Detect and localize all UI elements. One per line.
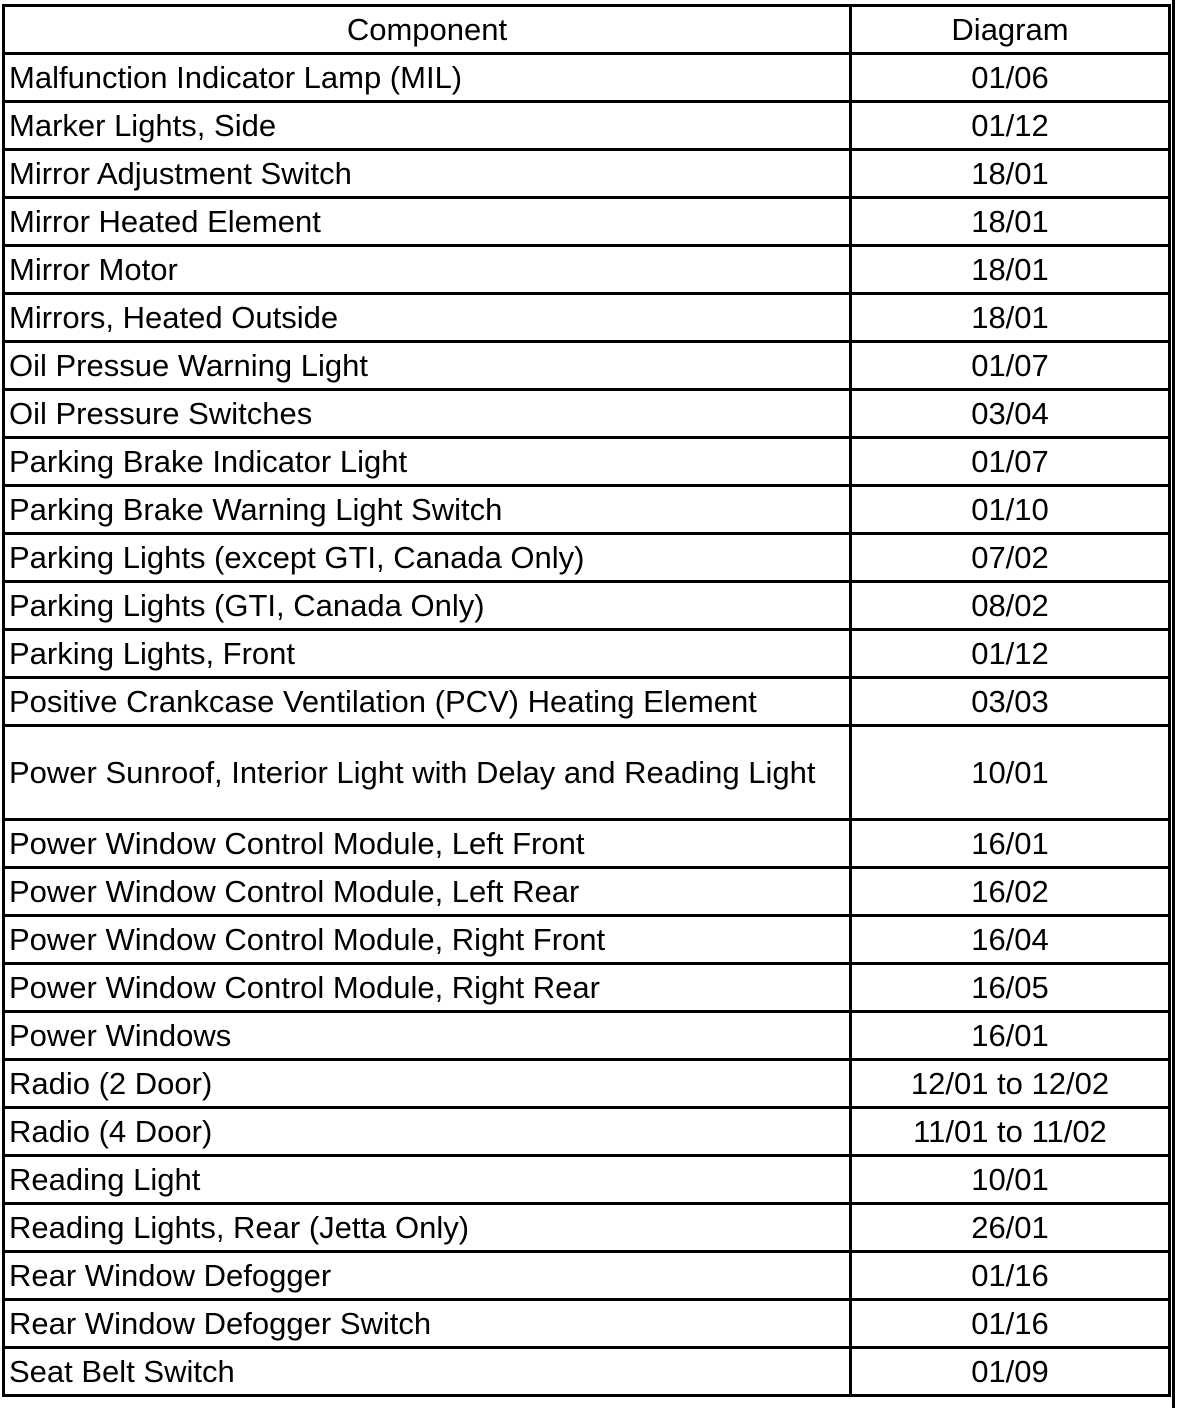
diagram-cell: 18/01 — [851, 198, 1170, 246]
component-diagram-table — [2, 4, 1171, 1397]
diagram-cell: 18/01 — [851, 150, 1170, 198]
table-row — [4, 390, 1170, 438]
diagram-cell: 03/04 — [851, 390, 1170, 438]
diagram-cell: 07/02 — [851, 534, 1170, 582]
diagram-cell: 01/12 — [851, 630, 1170, 678]
component-cell: Parking Lights, Front — [4, 630, 851, 678]
right-border-line — [1172, 0, 1175, 1408]
diagram-cell: 16/01 — [851, 1012, 1170, 1060]
component-cell: Power Window Control Module, Right Front — [4, 916, 851, 964]
table-row — [4, 1252, 1170, 1300]
diagram-cell: 10/01 — [851, 726, 1170, 820]
table-row — [4, 726, 1170, 820]
table-row — [4, 102, 1170, 150]
diagram-cell: 16/01 — [851, 820, 1170, 868]
table-row — [4, 438, 1170, 486]
component-cell: Radio (2 Door) — [4, 1060, 851, 1108]
table-row — [4, 342, 1170, 390]
table-row — [4, 246, 1170, 294]
table-row — [4, 534, 1170, 582]
component-cell: Parking Lights (GTI, Canada Only) — [4, 582, 851, 630]
header-component: Component — [4, 6, 851, 54]
component-cell: Mirror Motor — [4, 246, 851, 294]
table-row — [4, 582, 1170, 630]
component-cell: Parking Lights (except GTI, Canada Only) — [4, 534, 851, 582]
diagram-cell: 10/01 — [851, 1156, 1170, 1204]
diagram-cell: 01/06 — [851, 54, 1170, 102]
table-row — [4, 1060, 1170, 1108]
component-cell: Parking Brake Indicator Light — [4, 438, 851, 486]
diagram-cell: 03/03 — [851, 678, 1170, 726]
table-row — [4, 150, 1170, 198]
table-row — [4, 1204, 1170, 1252]
table-row — [4, 630, 1170, 678]
diagram-cell: 01/07 — [851, 342, 1170, 390]
diagram-cell: 12/01 to 12/02 — [851, 1060, 1170, 1108]
header-row — [4, 6, 1170, 54]
table-row — [4, 964, 1170, 1012]
diagram-cell: 18/01 — [851, 246, 1170, 294]
header-diagram: Diagram — [851, 6, 1170, 54]
component-cell: Radio (4 Door) — [4, 1108, 851, 1156]
table-row — [4, 820, 1170, 868]
diagram-cell: 16/02 — [851, 868, 1170, 916]
diagram-cell: 18/01 — [851, 294, 1170, 342]
diagram-cell: 01/09 — [851, 1348, 1170, 1396]
table-row — [4, 1156, 1170, 1204]
component-cell: Reading Light — [4, 1156, 851, 1204]
component-cell: Power Window Control Module, Left Front — [4, 820, 851, 868]
component-cell: Reading Lights, Rear (Jetta Only) — [4, 1204, 851, 1252]
diagram-cell: 01/16 — [851, 1252, 1170, 1300]
component-cell: Positive Crankcase Ventilation (PCV) Heating Element — [4, 678, 851, 726]
component-cell: Mirrors, Heated Outside — [4, 294, 851, 342]
table-row — [4, 678, 1170, 726]
table-row — [4, 916, 1170, 964]
diagram-cell: 01/16 — [851, 1300, 1170, 1348]
component-cell: Malfunction Indicator Lamp (MIL) — [4, 54, 851, 102]
diagram-cell: 01/10 — [851, 486, 1170, 534]
component-cell: Power Windows — [4, 1012, 851, 1060]
component-cell: Mirror Heated Element — [4, 198, 851, 246]
table-row — [4, 868, 1170, 916]
table-row — [4, 486, 1170, 534]
component-cell: Parking Brake Warning Light Switch — [4, 486, 851, 534]
diagram-cell: 26/01 — [851, 1204, 1170, 1252]
diagram-cell: 08/02 — [851, 582, 1170, 630]
component-cell: Power Window Control Module, Left Rear — [4, 868, 851, 916]
component-cell: Seat Belt Switch — [4, 1348, 851, 1396]
component-cell: Power Sunroof, Interior Light with Delay and Reading Light — [4, 726, 851, 820]
table-row — [4, 1348, 1170, 1396]
table-row — [4, 1012, 1170, 1060]
diagram-cell: 16/04 — [851, 916, 1170, 964]
component-cell: Oil Pressue Warning Light — [4, 342, 851, 390]
component-cell: Marker Lights, Side — [4, 102, 851, 150]
diagram-cell: 16/05 — [851, 964, 1170, 1012]
component-cell: Rear Window Defogger — [4, 1252, 851, 1300]
table-row — [4, 54, 1170, 102]
table-row — [4, 1108, 1170, 1156]
diagram-cell: 01/07 — [851, 438, 1170, 486]
table-row — [4, 294, 1170, 342]
table-row — [4, 1300, 1170, 1348]
table-row — [4, 198, 1170, 246]
diagram-cell: 01/12 — [851, 102, 1170, 150]
component-cell: Rear Window Defogger Switch — [4, 1300, 851, 1348]
component-cell: Oil Pressure Switches — [4, 390, 851, 438]
component-cell: Power Window Control Module, Right Rear — [4, 964, 851, 1012]
diagram-cell: 11/01 to 11/02 — [851, 1108, 1170, 1156]
component-cell: Mirror Adjustment Switch — [4, 150, 851, 198]
